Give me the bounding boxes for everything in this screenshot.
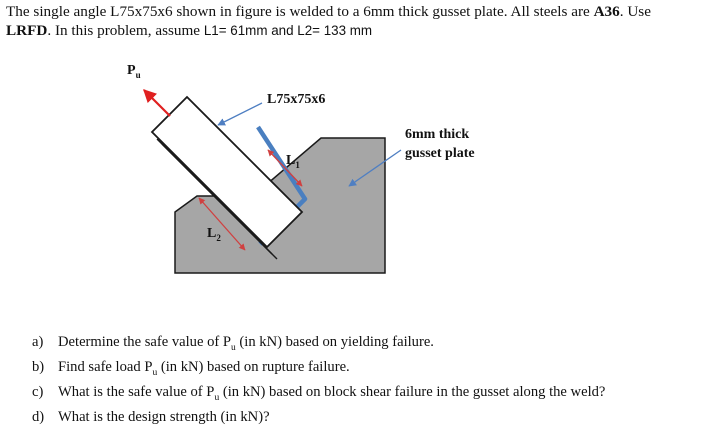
question-tag: a) xyxy=(32,334,44,350)
plate-label-line-2: gusset plate xyxy=(405,146,475,161)
l1-label: $L_1$ xyxy=(286,153,300,170)
load-label: $P_u$ xyxy=(127,63,141,80)
question-item: c) What is the safe value of $P_u$ (in kN) based on block shear failure in the gusset along the weld? xyxy=(32,383,606,403)
problem-text: . In this problem, assume xyxy=(47,22,204,39)
steel-grade: A36 xyxy=(593,3,620,20)
design-method: LRFD xyxy=(6,22,48,39)
question-tag: c) xyxy=(32,383,44,400)
load-arrow xyxy=(144,90,170,116)
question-item: a) Determine the safe value of $P_u$ (in kN) based on yielding failure. xyxy=(32,334,434,353)
question-tag: b) xyxy=(32,358,45,375)
angle-label: L75x75x6 xyxy=(267,92,326,107)
plate-label-line-1: 6mm thick xyxy=(405,127,470,142)
problem-text: . Use xyxy=(619,3,651,20)
question-tag: d) xyxy=(32,408,45,425)
problem-text: The single angle L75x75x6 shown in figure is welded to a 6mm thick gusset plate. All steels are xyxy=(6,3,594,20)
angle-pointer-arrow xyxy=(218,103,262,125)
question-item: b) Find safe load $P_u$ (in kN) based on rupture failure. xyxy=(32,358,350,378)
question-list xyxy=(32,333,605,433)
l2-label: $L_2$ xyxy=(207,226,221,243)
assumption-text: L1= 61mm and L2= 133 mm xyxy=(203,23,373,38)
question-item: d) What is the design strength (in kN)? xyxy=(32,408,270,425)
